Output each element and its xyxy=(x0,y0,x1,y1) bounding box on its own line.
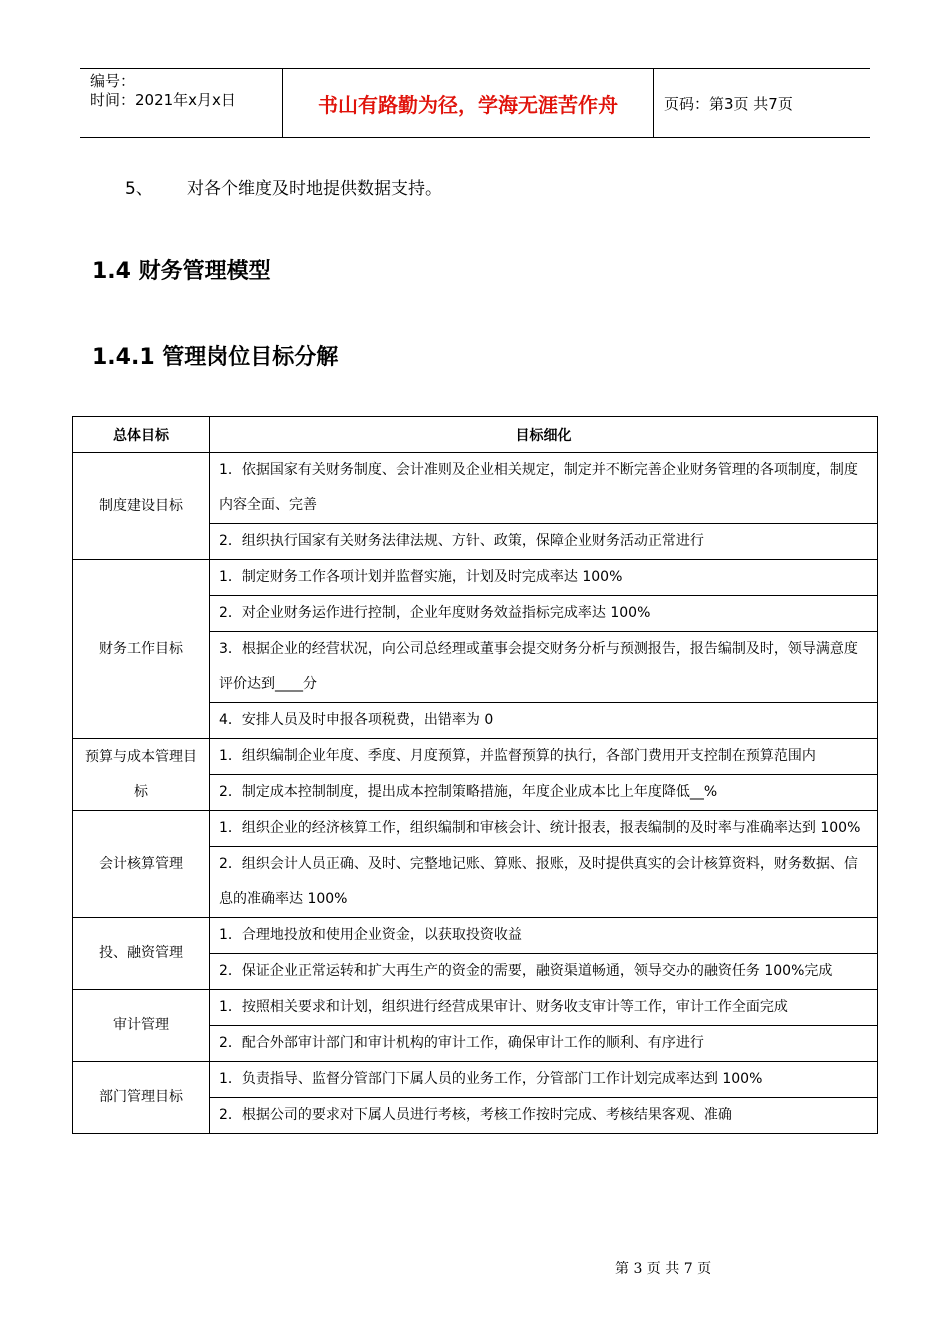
goal-category: 投、融资管理 xyxy=(73,918,210,990)
goal-detail: 1．合理地投放和使用企业资金，以获取投资收益 xyxy=(210,918,878,954)
goal-detail: 2．组织会计人员正确、及时、完整地记账、算账、报账，及时提供真实的会计核算资料，财务数据、信息的准确率达 100% xyxy=(210,847,878,918)
goal-category: 财务工作目标 xyxy=(73,560,210,739)
table-row xyxy=(73,1062,878,1098)
header-page-info: 页码：第3页 共7页 xyxy=(664,94,793,113)
table-row xyxy=(73,811,878,847)
section-title: 1.4 财务管理模型 xyxy=(92,259,271,284)
header-overall-goal: 总体目标 xyxy=(73,417,210,453)
goals-table xyxy=(72,416,878,1134)
table-row xyxy=(73,560,878,596)
table-row xyxy=(73,990,878,1026)
goal-detail: 3．根据企业的经营状况，向公司总经理或董事会提交财务分析与预测报告，报告编制及时，领导满意度评价达到____分 xyxy=(210,632,878,703)
goal-category: 部门管理目标 xyxy=(73,1062,210,1134)
footer-page-number: 第 3 页 共 7 页 xyxy=(615,1261,712,1277)
header-motto: 书山有路勤为径，学海无涯苦作舟 xyxy=(283,69,654,137)
goal-detail: 1．组织企业的经济核算工作，组织编制和审核会计、统计报表，报表编制的及时率与准确率达到 100% xyxy=(210,811,878,847)
goal-detail: 1．按照相关要求和计划，组织进行经营成果审计、财务收支审计等工作，审计工作全面完成 xyxy=(210,990,878,1026)
page-header xyxy=(80,68,870,138)
goal-detail: 1．依据国家有关财务制度、会计准则及企业相关规定，制定并不断完善企业财务管理的各项制度，制度内容全面、完善 xyxy=(210,453,878,524)
goal-detail: 2．制定成本控制制度，提出成本控制策略措施，年度企业成本比上年度降低__% xyxy=(210,775,878,811)
goal-detail: 1．制定财务工作各项计划并监督实施，计划及时完成率达 100% xyxy=(210,560,878,596)
goal-detail: 1．负责指导、监督分管部门下属人员的业务工作，分管部门工作计划完成率达到 100% xyxy=(210,1062,878,1098)
goal-detail: 4．安排人员及时申报各项税费，出错率为 0 xyxy=(210,703,878,739)
list-item-text: 对各个维度及时地提供数据支持。 xyxy=(187,179,442,199)
doc-number-label: 编号： xyxy=(90,72,136,90)
subsection-title: 1.4.1 管理岗位目标分解 xyxy=(92,345,339,370)
goal-category: 审计管理 xyxy=(73,990,210,1062)
header-goal-detail: 目标细化 xyxy=(210,417,878,453)
table-header-row xyxy=(73,417,878,453)
table-row xyxy=(73,739,878,775)
goal-detail: 2．根据公司的要求对下属人员进行考核，考核工作按时完成、考核结果客观、准确 xyxy=(210,1098,878,1134)
goal-detail: 2．保证企业正常运转和扩大再生产的资金的需要，融资渠道畅通，领导交办的融资任务 100%完成 xyxy=(210,954,878,990)
goal-detail: 2．组织执行国家有关财务法律法规、方针、政策，保障企业财务活动正常进行 xyxy=(210,524,878,560)
goal-category: 制度建设目标 xyxy=(73,453,210,560)
goal-category: 预算与成本管理目标 xyxy=(73,739,210,811)
list-item-number: 5、 xyxy=(125,179,153,199)
list-item-5 xyxy=(125,174,442,199)
goal-category: 会计核算管理 xyxy=(73,811,210,918)
table-row xyxy=(73,918,878,954)
goal-detail: 2．对企业财务运作进行控制，企业年度财务效益指标完成率达 100% xyxy=(210,596,878,632)
goal-detail: 2．配合外部审计部门和审计机构的审计工作，确保审计工作的顺利、有序进行 xyxy=(210,1026,878,1062)
header-meta xyxy=(80,69,283,137)
doc-date-label: 时间：2021年x月x日 xyxy=(90,91,236,109)
goal-detail: 1．组织编制企业年度、季度、月度预算，并监督预算的执行，各部门费用开支控制在预算范围内 xyxy=(210,739,878,775)
table-row xyxy=(73,453,878,524)
